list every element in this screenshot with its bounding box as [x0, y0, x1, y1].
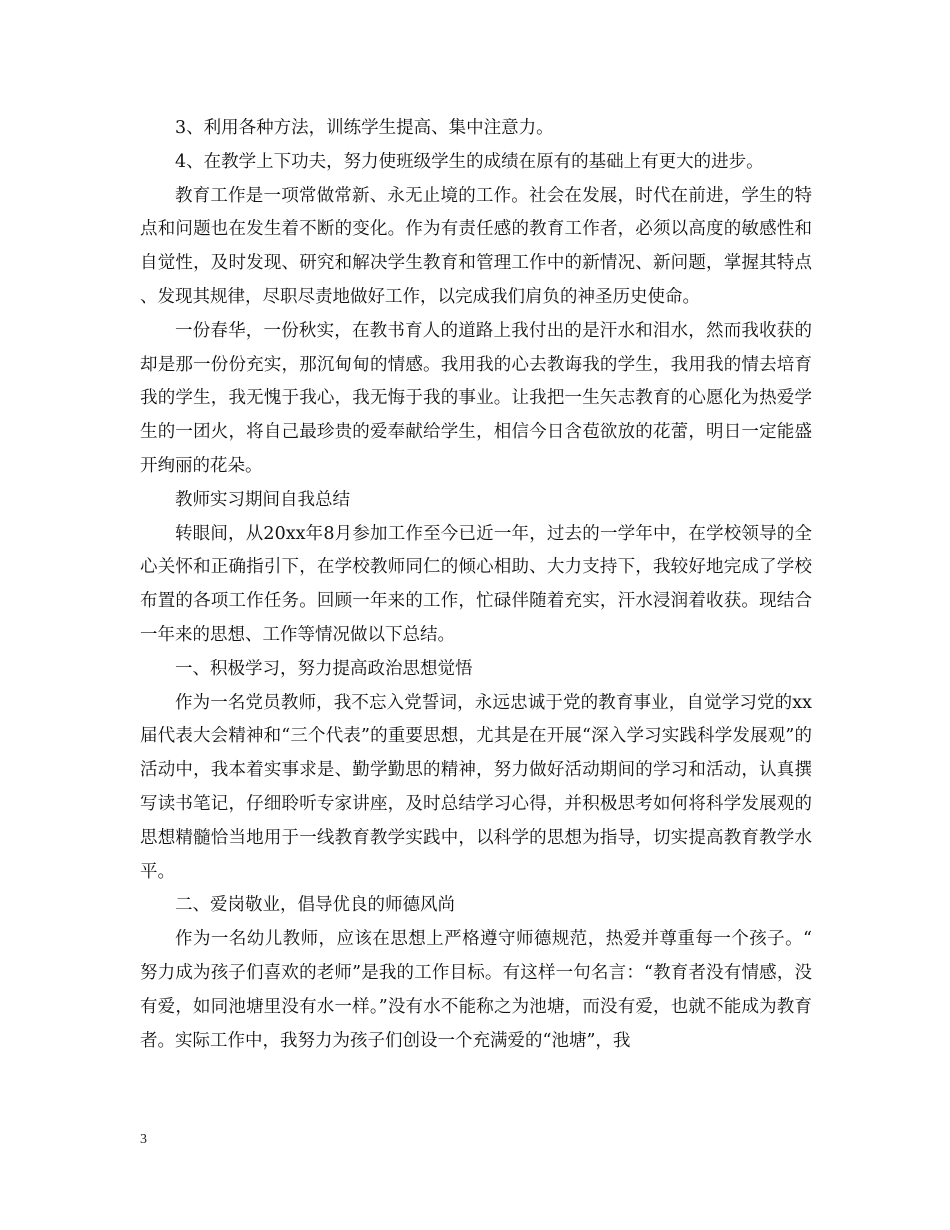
- section-title-self-summary: 教师实习期间自我总结: [175, 489, 350, 510]
- paragraph-intro: 转眼间，从20xx年8月参加工作至今已近一年，过去的一学年中，在学校领导的全心关怀和正确指引下，在学校教师同仁的倾心相助、大力支持下，我较好地完成了学校布置的各项工作任务。回顾一年来的工作，忙碌伴随着充实，汗水浸润着收获。现结合一年来的思想、工作等情况做以下总结。: [140, 523, 812, 645]
- paragraph-item-4: 4、在教学上下功夫，努力使班级学生的成绩在原有的基础上有更大的进步。: [175, 151, 764, 172]
- paragraph-spring-autumn: 一份春华，一份秋实，在教书育人的道路上我付出的是汗水和泪水，然而我收获的却是那一份份充实，那沉甸甸的情感。我用我的心去教诲我的学生，我用我的情去培育我的学生，我无愧于我心，我无悔于我的事业。让我把一生矢志教育的心愿化为热爱学生的一团火，将自己最珍贵的爱奉献给学生，相信今日含苞欲放的花蕾，明日一定能盛开绚丽的花朵。: [140, 320, 812, 476]
- heading-dedication: 二、爱岗敬业，倡导优良的师德风尚: [175, 895, 455, 916]
- heading-active-learning: 一、积极学习，努力提高政治思想觉悟: [175, 658, 473, 679]
- document-body: [140, 112, 812, 1058]
- paragraph-kindergarten-teacher: 作为一名幼儿教师，应该在思想上严格遵守师德规范，热爱并尊重每一个孩子。“努力成为孩子们喜欢的老师”是我的工作目标。有这样一句名言：“教育者没有情感，没有爱，如同池塘里没有水一样。”没有水不能称之为池塘，而没有爱，也就不能成为教育者。实际工作中，我努力为孩子们创设一个充满爱的“池塘”，我: [140, 929, 812, 1051]
- paragraph-party-member: 作为一名党员教师，我不忘入党誓词，永远忠诚于党的教育事业，自觉学习党的xx届代表大会精神和“三个代表”的重要思想，尤其是在开展“深入学习实践科学发展观”的活动中，我本着实事求是、勤学勤思的精神，努力做好活动期间的学习和活动，认真撰写读书笔记，仔细聆听专家讲座，及时总结学习心得，并积极思考如何将科学发展观的思想精髓恰当地用于一线教育教学实践中，以科学的思想为指导，切实提高教育教学水平。: [140, 692, 812, 882]
- paragraph-item-3: 3、利用各种方法，训练学生提高、集中注意力。: [175, 118, 554, 138]
- page-number: 3: [140, 1132, 147, 1147]
- paragraph-education-work: 教育工作是一项常做常新、永无止境的工作。社会在发展，时代在前进，学生的特点和问题也在发生着不断的变化。作为有责任感的教育工作者，必须以高度的敏感性和自觉性，及时发现、研究和解决学生教育和管理工作中的新情况、新问题，掌握其特点、发现其规律，尽职尽责地做好工作，以完成我们肩负的神圣历史使命。: [140, 185, 812, 307]
